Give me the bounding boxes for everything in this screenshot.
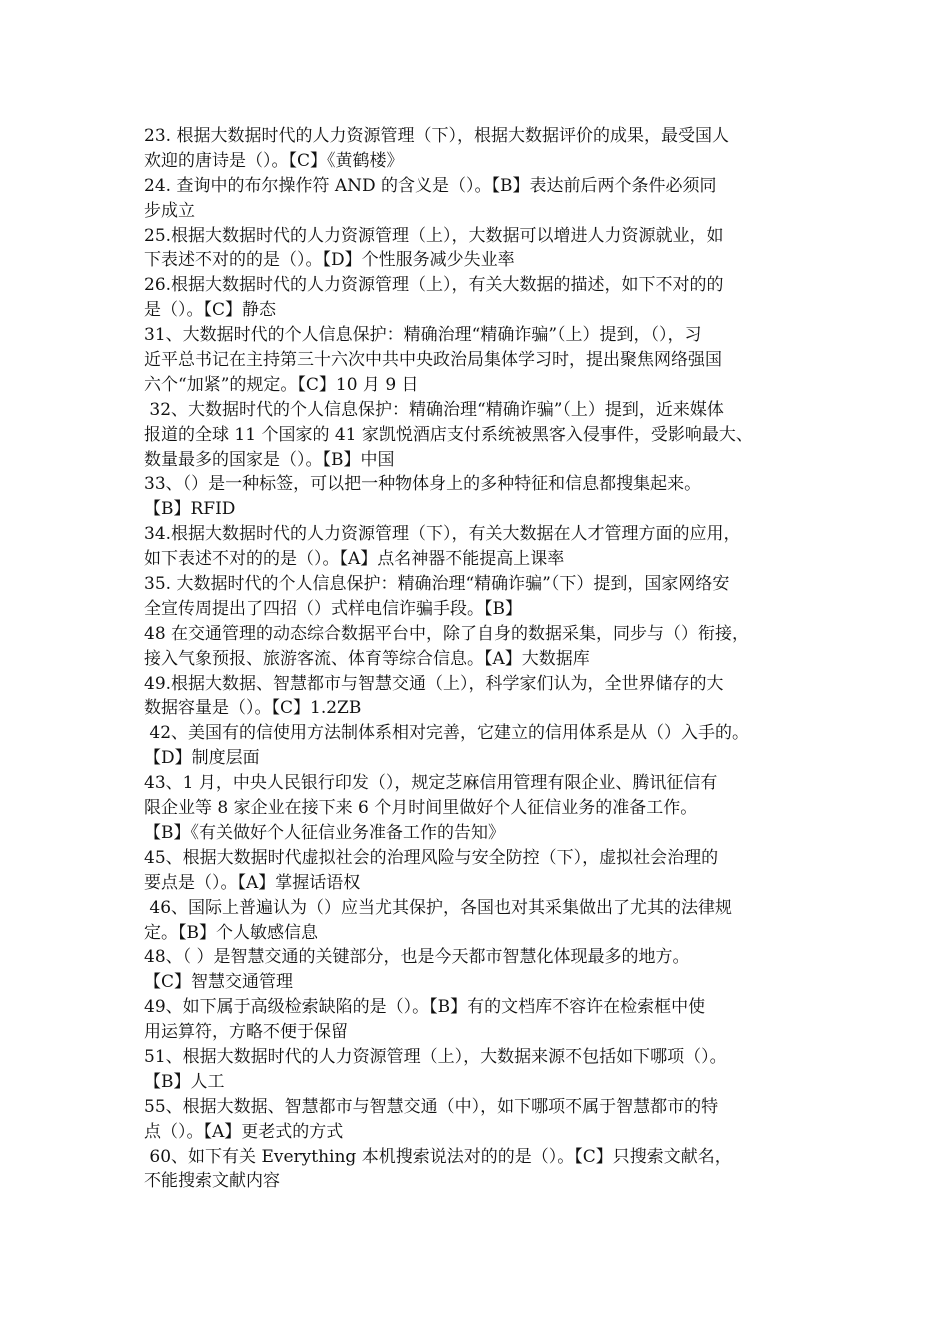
text-line: 49、如下属于高级检索缺陷的是（）。【B】有的文档库不容许在检索框中使 xyxy=(144,997,706,1018)
text-line: 全宣传周提出了四招（）式样电信诈骗手段。【B】 xyxy=(144,598,522,619)
text-line: 24. 查询中的布尔操作符 AND 的含义是（）。【B】表达前后两个条件必须同 xyxy=(144,175,717,196)
text-line: 35. 大数据时代的个人信息保护：精确治理“精确诈骗”（下）提到，国家网络安 xyxy=(144,574,730,595)
text-line: 【B】RFID xyxy=(144,499,236,520)
text-line: 31、大数据时代的个人信息保护：精确治理“精确诈骗”（上）提到，（），习 xyxy=(144,325,702,346)
text-line: 欢迎的唐诗是（）。【C】《黄鹤楼》 xyxy=(144,150,404,171)
text-line: 近平总书记在主持第三十六次中共中央政治局集体学习时，提出聚焦网络强国 xyxy=(144,350,722,371)
text-line: 定。【B】个人敏感信息 xyxy=(144,922,318,943)
document-body xyxy=(144,124,824,1194)
text-line: 要点是（）。【A】掌握话语权 xyxy=(144,872,361,893)
text-line: 60、如下有关 Everything 本机搜索说法对的的是（）。【C】只搜索文献名， xyxy=(144,1146,732,1167)
text-line: 48 在交通管理的动态综合数据平台中，除了自身的数据采集，同步与（）衔接， xyxy=(144,623,750,644)
text-line: 55、根据大数据、智慧都市与智慧交通（中），如下哪项不属于智慧都市的特 xyxy=(144,1096,719,1117)
text-line: 报道的全球 11 个国家的 41 家凯悦酒店支付系统被黑客入侵事件，受影响最大、 xyxy=(144,424,753,445)
text-line: 如下表述不对的的是（）。【A】点名神器不能提高上课率 xyxy=(144,549,565,570)
text-line: 点（）。【A】更老式的方式 xyxy=(144,1121,344,1142)
text-line: 数量最多的国家是（）。【B】中国 xyxy=(144,449,395,470)
text-line: 【B】《有关做好个人征信业务准备工作的告知》 xyxy=(144,822,505,843)
text-line: 43、1 月，中央人民银行印发（），规定芝麻信用管理有限企业、腾讯征信有 xyxy=(144,773,718,794)
text-line: 46、国际上普遍认为（）应当尤其保护，各国也对其采集做出了尤其的法律规 xyxy=(144,897,733,918)
text-line: 是（）。【C】静态 xyxy=(144,300,277,321)
text-line: 26.根据大数据时代的人力资源管理（上），有关大数据的描述，如下不对的的 xyxy=(144,275,724,296)
text-line: 步成立 xyxy=(144,200,195,221)
text-line: 49.根据大数据、智慧都市与智慧交通（上），科学家们认为，全世界储存的大 xyxy=(144,673,724,694)
text-line: 33、（）是一种标签，可以把一种物体身上的多种特征和信息都搜集起来。 xyxy=(144,474,702,495)
text-line: 数据容量是（）。【C】1.2ZB xyxy=(144,698,362,719)
text-line: 25.根据大数据时代的人力资源管理（上），大数据可以增进人力资源就业，如 xyxy=(144,225,724,246)
text-line: 32、大数据时代的个人信息保护：精确治理“精确诈骗”（上）提到，近来媒体 xyxy=(144,399,724,420)
text-line: 六个“加紧”的规定。【C】10 月 9 日 xyxy=(144,374,419,395)
text-line: 51、根据大数据时代的人力资源管理（上），大数据来源不包括如下哪项（）。 xyxy=(144,1046,727,1067)
text-line: 【C】智慧交通管理 xyxy=(144,972,294,993)
text-line: 【D】制度层面 xyxy=(144,748,260,769)
text-line: 不能搜索文献内容 xyxy=(144,1171,280,1192)
text-line: 接入气象预报、旅游客流、体育等综合信息。【A】大数据库 xyxy=(144,648,590,669)
text-line: 限企业等 8 家企业在接下来 6 个月时间里做好个人征信业务的准备工作。 xyxy=(144,798,698,819)
text-line: 34.根据大数据时代的人力资源管理（下），有关大数据在人才管理方面的应用， xyxy=(144,524,741,545)
text-line: 42、美国有的信使用方法制体系相对完善，它建立的信用体系是从（）入手的。 xyxy=(144,723,750,744)
text-line: 48、（ ）是智慧交通的关键部分，也是今天都市智慧化体现最多的地方。 xyxy=(144,947,690,968)
text-line: 用运算符，方略不便于保留 xyxy=(144,1022,348,1043)
text-line: 下表述不对的的是（）。【D】个性服务减少失业率 xyxy=(144,250,515,271)
text-line: 【B】人工 xyxy=(144,1071,225,1092)
text-line: 45、根据大数据时代虚拟社会的治理风险与安全防控（下），虚拟社会治理的 xyxy=(144,847,719,868)
text-line: 23. 根据大数据时代的人力资源管理（下），根据大数据评价的成果，最受国人 xyxy=(144,126,729,146)
